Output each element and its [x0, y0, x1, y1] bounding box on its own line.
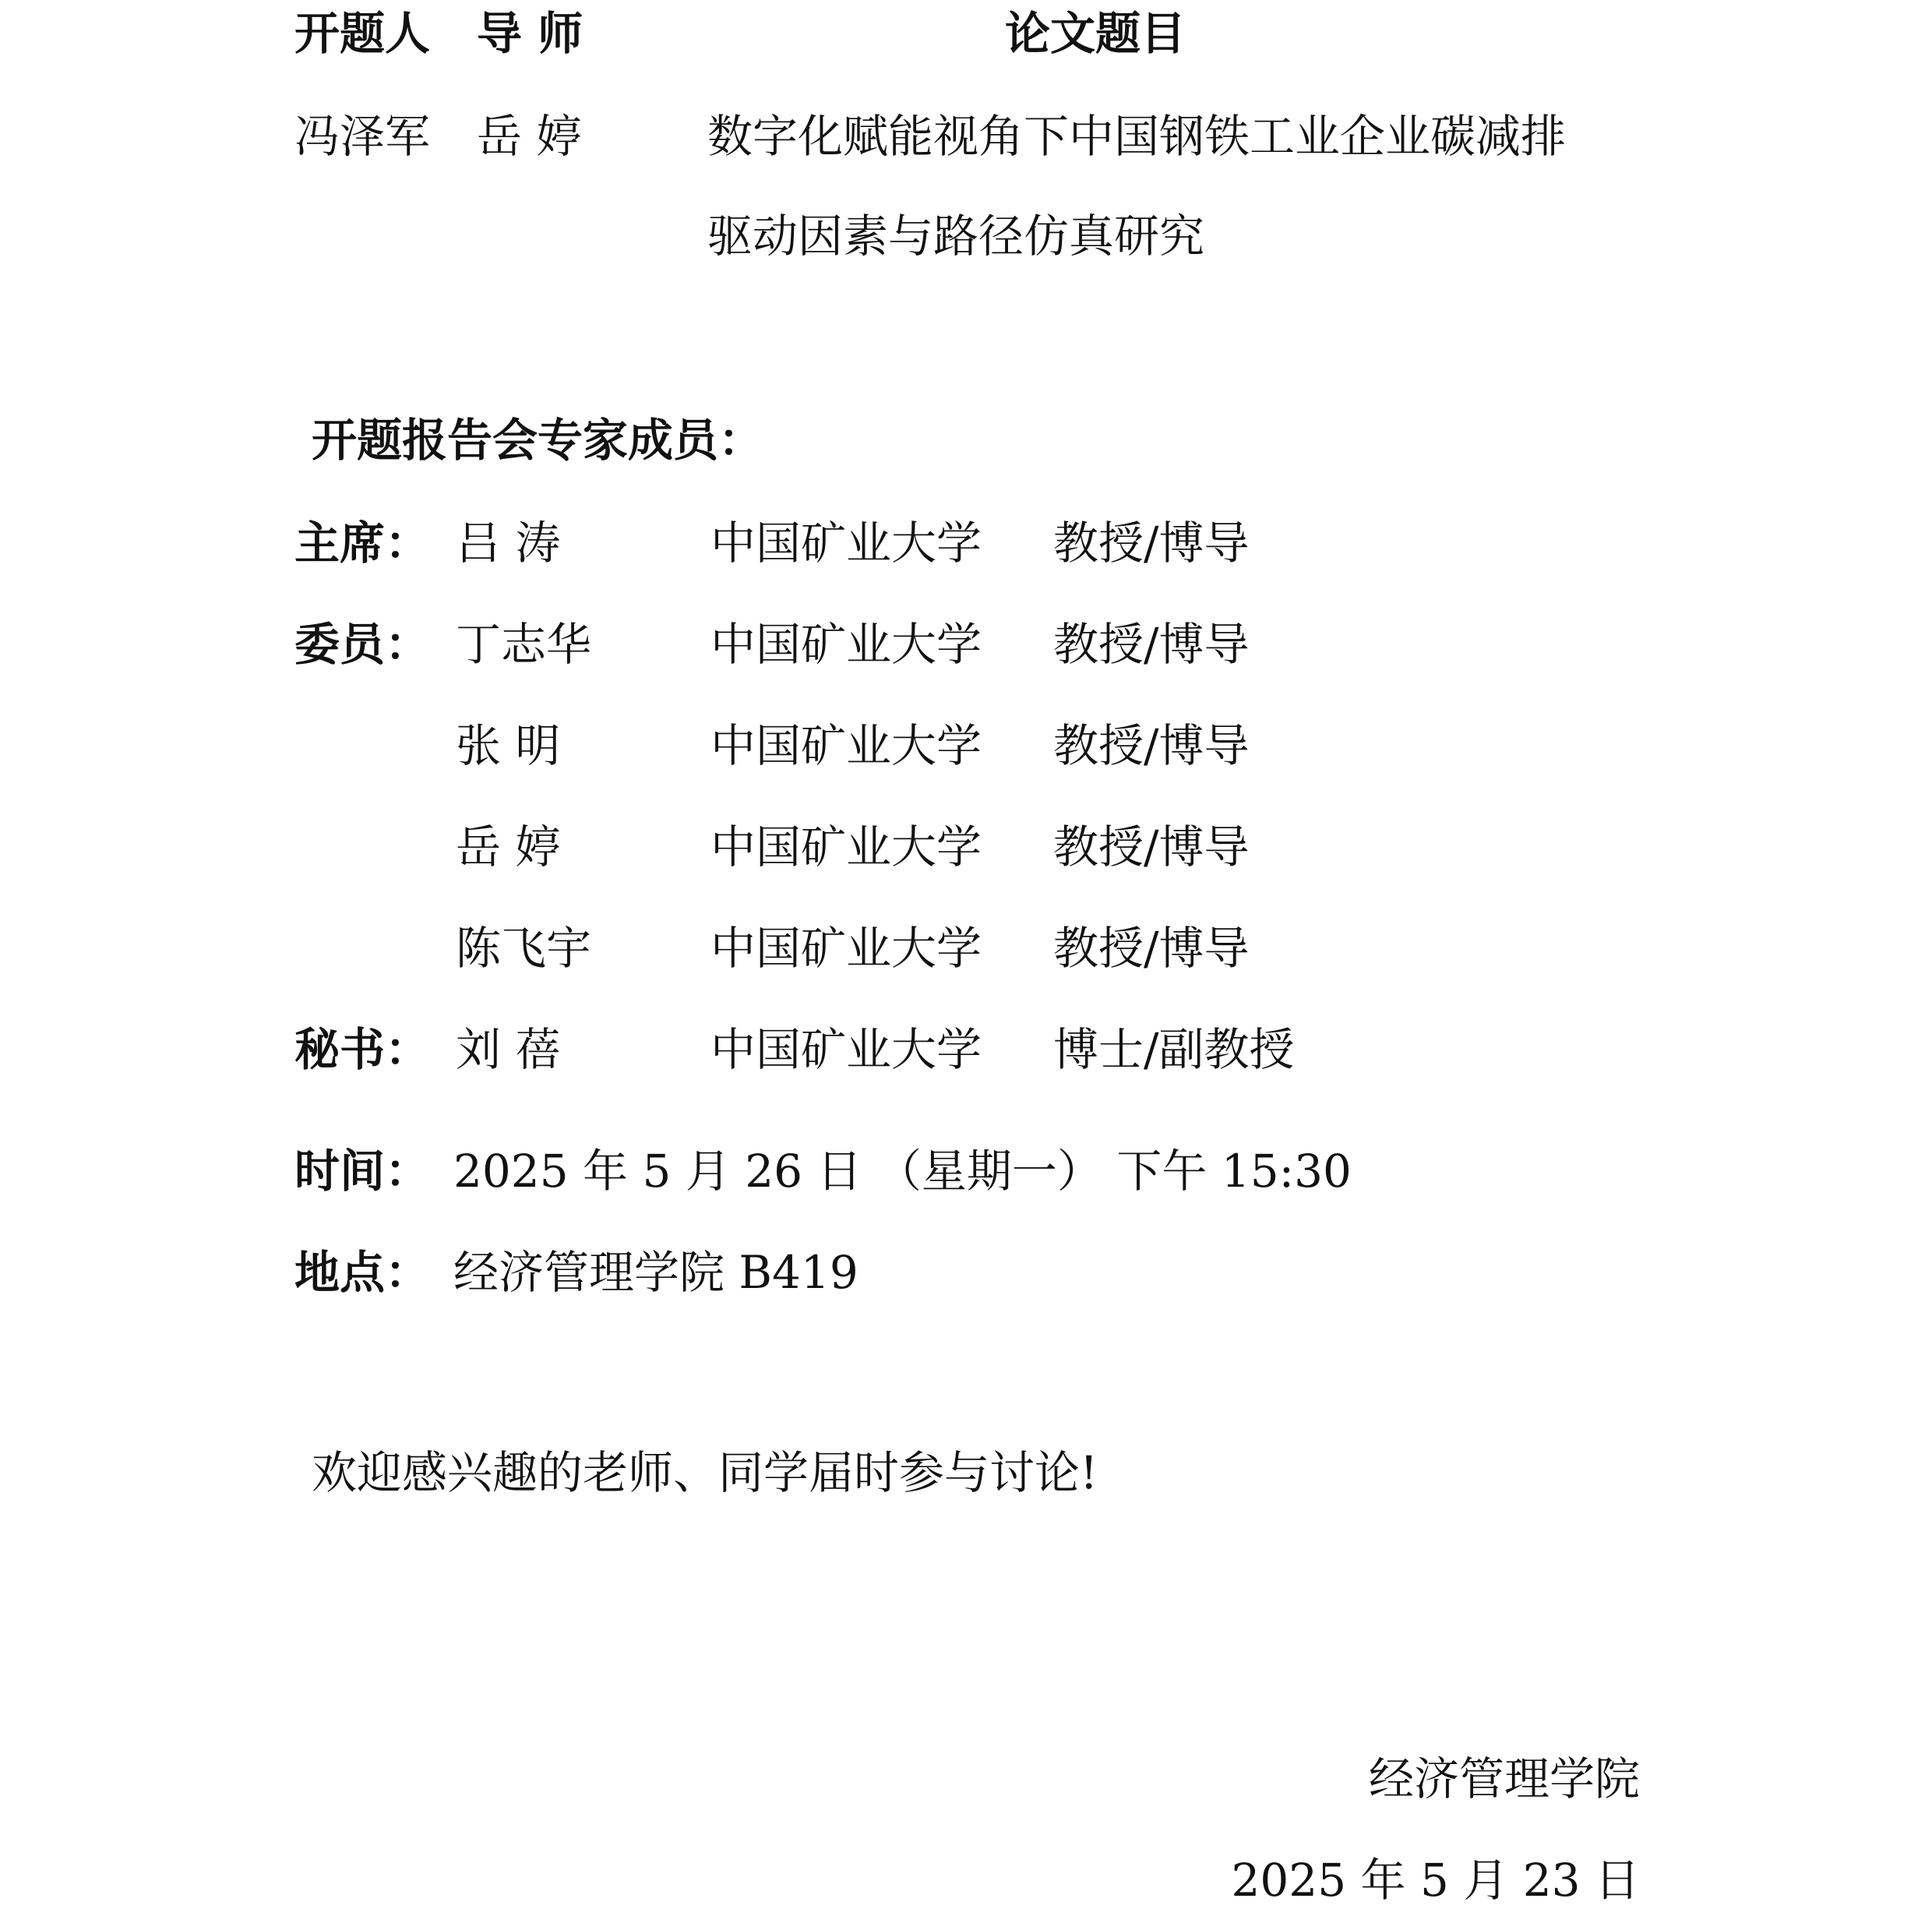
advisor-name: 岳 婷	[477, 110, 582, 163]
committee-role: 主席：	[294, 517, 431, 570]
committee-title: 教授/博导	[1053, 820, 1250, 873]
committee-org: 中国矿业大学	[710, 719, 982, 772]
proposer-name: 冯泽军	[294, 110, 431, 163]
committee-org: 中国矿业大学	[710, 517, 982, 570]
proposer-header: 开题人	[294, 7, 431, 60]
title-header: 论文题目	[1005, 7, 1186, 60]
committee-role: 委员：	[294, 618, 431, 671]
advisor-header: 导 师	[477, 7, 583, 60]
committee-title: 教授/博导	[1053, 517, 1250, 570]
committee-role: 秘书：	[294, 1023, 431, 1076]
committee-title: 教授/博导	[1053, 618, 1250, 671]
place-value: 经济管理学院 B419	[453, 1246, 858, 1299]
committee-org: 中国矿业大学	[710, 922, 982, 975]
footer-organization: 经济管理学院	[1368, 1752, 1640, 1805]
place-label: 地点：	[294, 1246, 431, 1299]
committee-title: 教授/博导	[1053, 922, 1250, 975]
committee-name: 吕 涛	[456, 517, 561, 570]
footer-date: 2025 年 5 月 23 日	[1231, 1854, 1640, 1907]
committee-org: 中国矿业大学	[710, 1023, 982, 1076]
committee-title: 博士/副教授	[1053, 1023, 1295, 1076]
thesis-title-line-2: 驱动因素与路径仿真研究	[707, 210, 1205, 263]
committee-name: 岳 婷	[456, 820, 561, 873]
committee-heading: 开题报告会专家成员：	[312, 414, 764, 467]
committee-name: 张 明	[456, 719, 561, 772]
thesis-title-line-1: 数字化赋能视角下中国钢铁工业企业碳减排	[707, 110, 1567, 163]
time-label: 时间：	[294, 1145, 431, 1198]
invitation-text: 欢迎感兴趣的老师、同学届时参与讨论!	[312, 1446, 1098, 1499]
committee-name: 陈飞宇	[456, 922, 592, 975]
committee-name: 丁志华	[456, 618, 592, 671]
committee-org: 中国矿业大学	[710, 618, 982, 671]
committee-title: 教授/博导	[1053, 719, 1250, 772]
committee-org: 中国矿业大学	[710, 820, 982, 873]
committee-name: 刘 蓓	[456, 1023, 561, 1076]
time-value: 2025 年 5 月 26 日 （星期一） 下午 15:30	[453, 1145, 1352, 1198]
